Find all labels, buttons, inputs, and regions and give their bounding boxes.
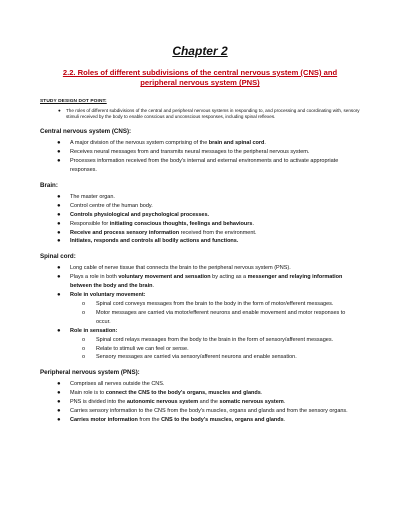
list-item <box>40 211 360 220</box>
bullet-icon: ● <box>57 238 61 245</box>
circle-bullet-icon: o <box>82 336 86 343</box>
pns-list <box>40 380 360 425</box>
sub-list-item <box>70 309 360 327</box>
text-span: from the <box>137 416 162 423</box>
text-span: Main role is to <box>70 390 106 397</box>
sub-list <box>70 300 360 327</box>
sub-list-item <box>70 345 360 354</box>
text-span: Sensory messages are carried via sensory/afferent neurons and enable sensation. <box>96 354 297 361</box>
circle-bullet-icon: o <box>82 309 86 316</box>
bold-span: Role in sensation: <box>70 327 118 334</box>
bullet-icon: ● <box>57 408 61 415</box>
sub-list-item <box>70 336 360 345</box>
bullet-icon: ● <box>57 229 61 236</box>
section-heading: 2.2. Roles of different subdivisions of the central nervous system (CNS) and peripheral nervous system (PNS) <box>62 68 338 88</box>
bullet-icon: ● <box>57 140 61 147</box>
text-span: Spinal cord conveys messages from the brain to the body in the form of motor/efferent messages. <box>96 300 334 307</box>
text-span: Spinal cord relays messages from the body to the brain in the form of sensory/afferent messages. <box>96 336 334 343</box>
text-span: . <box>260 390 263 397</box>
list-item <box>40 291 360 327</box>
bold-span: voluntary movement and sensation <box>118 274 211 281</box>
text-span: Control centre of the human body. <box>70 202 153 209</box>
list-item <box>40 327 360 363</box>
text-span: A major division of the nervous system comprising of the <box>70 140 209 147</box>
sub-list-item <box>70 353 360 362</box>
study-design-body: The roles of different subdivisions of the central and peripheral nervous systems in responding to, and processing and coordinating with, sensory stimuli received by the body to enable conscious and unconscious responses, including spinal reflexes. <box>66 107 360 120</box>
list-item <box>40 398 360 407</box>
bullet-icon: ● <box>58 107 61 113</box>
bold-span: initiating conscious thoughts, feelings and behaviours <box>109 220 253 227</box>
bullet-icon: ● <box>57 202 61 209</box>
text-span: PNS is divided into the <box>70 399 127 406</box>
text-span: received from the environment. <box>179 229 257 236</box>
bold-span: CNS to the body's muscles, organs and glands <box>161 416 284 423</box>
bullet-icon: ● <box>57 381 61 388</box>
circle-bullet-icon: o <box>82 300 86 307</box>
list-item <box>40 148 360 157</box>
list-item <box>40 157 360 175</box>
text-span: . <box>152 283 155 290</box>
text-span: and the <box>198 399 220 406</box>
bold-span: somatic nervous system <box>219 399 284 406</box>
bold-span: autonomic nervous system <box>126 399 199 406</box>
chapter-title: Chapter 2 <box>172 44 228 58</box>
list-item <box>40 389 360 398</box>
sub-list-item <box>70 300 360 309</box>
text-span: Comprises all nerves outside the CNS. <box>70 381 165 388</box>
list-item <box>40 220 360 229</box>
sub-list <box>70 336 360 363</box>
text-span: . <box>283 399 286 406</box>
pns-title: Peripheral nervous system (PNS): <box>40 369 140 377</box>
text-span: Processes information received from the body's internal and external environments and to activate appropriate responses. <box>70 158 339 173</box>
brain-title: Brain: <box>40 181 58 189</box>
study-design-text <box>40 108 360 122</box>
list-item <box>40 264 360 273</box>
list-item <box>40 193 360 202</box>
bullet-icon: ● <box>57 292 61 299</box>
bold-span: Controls physiological and psychological processes. <box>70 211 210 218</box>
cns-list <box>40 139 360 175</box>
list-item <box>40 202 360 211</box>
bullet-icon: ● <box>57 390 61 397</box>
text-span: . <box>264 140 266 147</box>
circle-bullet-icon: o <box>82 354 86 361</box>
bullet-icon: ● <box>57 327 61 334</box>
list-item <box>40 380 360 389</box>
spinal-list <box>40 264 360 362</box>
list-item <box>40 229 360 238</box>
bullet-icon: ● <box>57 399 61 406</box>
brain-list <box>40 193 360 246</box>
text-span: Relate to stimuli we can feel or sense. <box>96 345 189 352</box>
text-span: Motor messages are carried via motor/efferent neurons and enable movement and motor responses to occur. <box>96 309 346 325</box>
circle-bullet-icon: o <box>82 345 86 352</box>
bullet-icon: ● <box>57 193 61 200</box>
text-span: Carries sensory information to the CNS from the body's muscles, organs and glands and from the sensory organs. <box>70 408 348 415</box>
list-item <box>40 416 360 425</box>
bold-span: messenger and relaying information between the body and the brain <box>70 274 343 290</box>
bold-span: Receive and process sensory information <box>70 229 180 236</box>
bullet-icon: ● <box>57 416 61 423</box>
bold-span: Initiates, responds and controls all bodily actions and functions. <box>70 238 239 245</box>
bullet-icon: ● <box>57 211 61 218</box>
list-item <box>40 237 360 246</box>
bullet-icon: ● <box>57 274 61 281</box>
bullet-icon: ● <box>57 265 61 272</box>
bullet-icon: ● <box>57 149 61 156</box>
text-span: by acting as a <box>210 274 248 281</box>
text-span: Responsible for <box>70 220 110 227</box>
bold-span: Role in voluntary movement: <box>70 292 146 299</box>
text-span: . <box>283 416 286 423</box>
list-item <box>40 407 360 416</box>
text-span: Receives neural messages from and transmits neural messages to the peripheral nervous system. <box>70 149 310 156</box>
study-design-label: STUDY DESIGN DOT POINT: <box>40 98 107 104</box>
list-item <box>40 139 360 148</box>
text-span: Long cable of nerve tissue that connects the brain to the peripheral nervous system (PNS). <box>70 265 291 272</box>
spinal-title: Spinal cord: <box>40 253 76 261</box>
bold-span: Carries motor information <box>70 416 138 423</box>
bold-span: connect the CNS to the body's organs, muscles and glands <box>105 390 261 397</box>
text-span: Plays a role in both <box>70 274 119 281</box>
bold-span: brain and spinal cord <box>208 140 265 147</box>
text-span: . <box>252 220 254 227</box>
bullet-icon: ● <box>57 220 61 227</box>
bullet-icon: ● <box>57 158 61 165</box>
text-span: The master organ. <box>70 193 115 200</box>
cns-title: Central nervous system (CNS): <box>40 128 132 136</box>
list-item <box>40 273 360 291</box>
